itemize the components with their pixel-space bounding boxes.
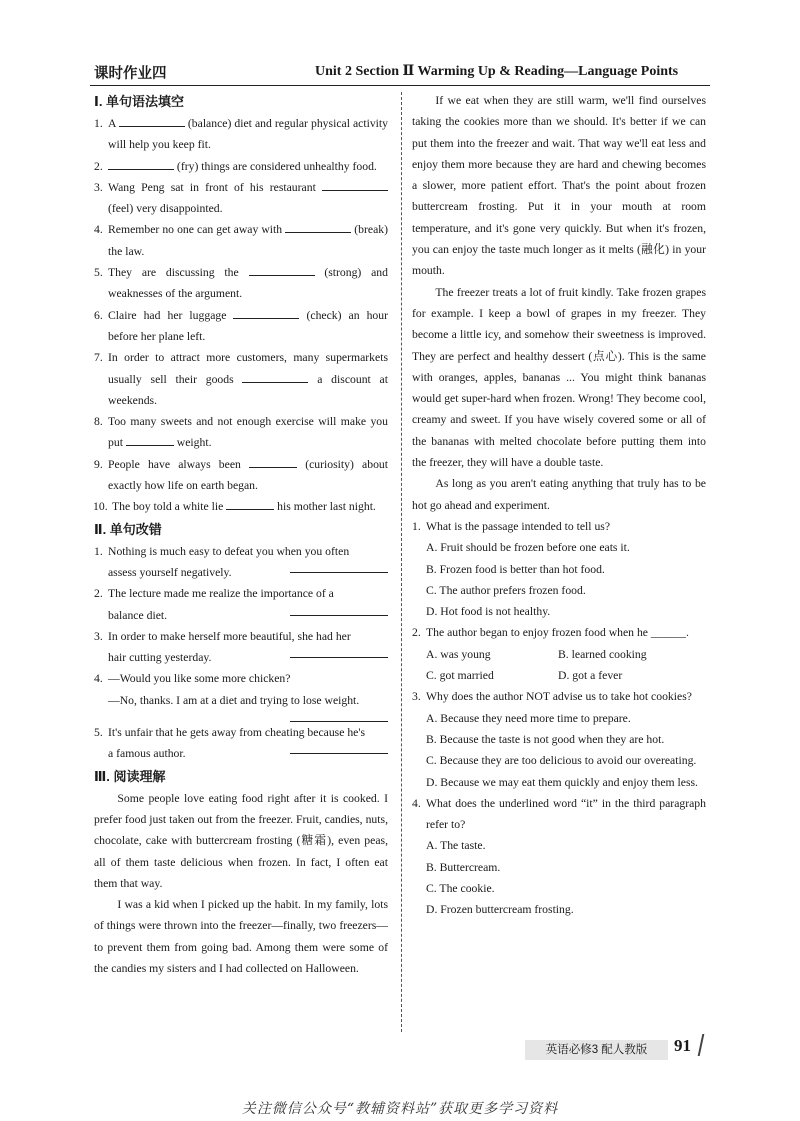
item-text: People have always been xyxy=(108,457,241,471)
item-text: (fry) things are considered unhealthy food. xyxy=(176,159,377,173)
correction-item xyxy=(94,668,388,722)
item-text: In order to make herself more beautiful, she had her xyxy=(108,629,351,643)
option[interactable]: A. was young xyxy=(426,647,491,661)
item-text: (break) the law. xyxy=(108,223,388,258)
option[interactable]: D. Because we may eat them quickly and enjoy them less. xyxy=(426,775,698,789)
item-text: assess yourself negatively. xyxy=(108,565,232,579)
section-correction-title: Ⅱ. 单句改错 xyxy=(94,521,162,537)
footer-slash-mark xyxy=(698,1034,705,1056)
column-divider xyxy=(401,92,402,1032)
item-number: 7. xyxy=(94,351,103,365)
grammar-item xyxy=(94,305,388,348)
answer-blank[interactable] xyxy=(249,454,297,468)
answer-line[interactable] xyxy=(290,711,388,722)
item-text: Wang Peng sat in front of his restaurant xyxy=(108,180,316,194)
question-stem: What is the passage intended to tell us? xyxy=(426,519,611,533)
question-number: 3. xyxy=(412,690,421,704)
grammar-item xyxy=(94,454,388,497)
passage-paragraph: The freezer treats a lot of fruit kindly. Take frozen grapes for example. I keep a bowl of grapes in my freezer. They become a little icy, and somehow their sweetness is improved. They are perfect and healthy dessert (点心). This is the same with oranges, apples, bananas ... You might think bananas would get super-hard when frozen. Wrong! They become cool, creamy and sweet. If you have wisely covered some or all of the bananas with melted chocolate before putting them into the freezer, they will have a double taste. xyxy=(412,285,706,470)
item-text: (curiosity) about exactly how life on earth began. xyxy=(108,457,389,493)
header-unit-title: Unit 2 Section Ⅱ Warming Up & Reading—Language Points xyxy=(315,64,679,79)
section-reading-title: Ⅲ. 阅读理解 xyxy=(94,768,166,784)
correction-item xyxy=(94,626,388,669)
option[interactable]: B. Frozen food is better than hot food. xyxy=(426,562,605,576)
header-rule xyxy=(90,85,710,86)
question-stem: What does the underlined word “it” in the third paragraph refer to? xyxy=(426,796,706,832)
option[interactable]: D. Hot food is not healthy. xyxy=(426,605,551,619)
item-text: Too many sweets and not enough exercise will make you put xyxy=(108,415,388,450)
question-number: 1. xyxy=(412,519,421,533)
grammar-item xyxy=(94,177,388,220)
item-number: 5. xyxy=(94,726,103,740)
option[interactable]: A. Fruit should be frozen before one eats it. xyxy=(426,541,630,555)
item-text: (check) an hour before her plane left. xyxy=(108,308,389,343)
option[interactable]: B. Because the taste is not good when they are hot. xyxy=(426,732,665,746)
right-column xyxy=(412,90,706,921)
item-number: 3. xyxy=(94,629,103,643)
question-stem: The author began to enjoy frozen food when he ______. xyxy=(426,626,689,640)
item-number: 2. xyxy=(94,587,103,601)
question-number: 2. xyxy=(412,626,421,640)
left-column xyxy=(94,90,388,979)
answer-line[interactable] xyxy=(290,562,388,573)
item-text: hair cutting yesterday. xyxy=(108,651,212,665)
answer-blank[interactable] xyxy=(249,262,315,276)
item-text: It's unfair that he gets away from cheating because he's xyxy=(108,726,366,740)
answer-blank[interactable] xyxy=(233,305,299,319)
answer-line[interactable] xyxy=(290,743,388,754)
item-text: In order to attract more customers, many supermarkets usually sell their goods xyxy=(108,351,388,386)
item-text: weight. xyxy=(176,436,212,450)
question xyxy=(412,686,706,707)
item-number: 4. xyxy=(94,672,103,686)
item-number: 9. xyxy=(94,457,103,471)
item-text: a discount at weekends. xyxy=(108,372,388,407)
grammar-item xyxy=(94,496,388,517)
passage-paragraph: As long as you aren't eating anything that truly has to be hot go ahead and experiment. xyxy=(412,477,706,512)
item-text: (feel) very disappointed. xyxy=(108,202,223,216)
option[interactable]: C. The author prefers frozen food. xyxy=(426,583,586,597)
option[interactable]: A. The taste. xyxy=(426,839,486,853)
grammar-item xyxy=(94,113,388,156)
item-text: —No, thanks. I am at a diet and trying to lose weight. xyxy=(108,693,360,707)
item-number: 3. xyxy=(94,180,103,194)
item-text: They are discussing the xyxy=(108,266,239,280)
option[interactable]: C. Because they are too delicious to avoid our overeating. xyxy=(426,754,697,768)
item-number: 5. xyxy=(94,266,103,280)
item-text: balance diet. xyxy=(108,608,168,622)
item-text: Nothing is much easy to defeat you when you often xyxy=(108,544,350,558)
passage-paragraph: If we eat when they are still warm, we'll find ourselves taking the cookies more than we should. It's better if we can put them into the freezer and wait. That way we'll eat less and enjoy them more because they are hard and chewing becomes a slower, more patient effort. That's the point about frozen buttercream frosting. Put it in your mouth at room temperature, and it's gone very quickly. But when it's frozen, you can enjoy the taste much longer as it melts (融化) in your mouth. xyxy=(412,94,706,278)
grammar-item xyxy=(94,156,388,177)
item-number: 6. xyxy=(94,308,103,322)
item-text: Remember no one can get away with xyxy=(108,223,283,237)
header-lesson-label: 课时作业四 xyxy=(94,66,167,82)
grammar-item xyxy=(94,411,388,454)
answer-blank[interactable] xyxy=(242,369,308,383)
correction-item xyxy=(94,583,388,626)
page-number: 91 xyxy=(674,1036,691,1055)
item-text: —Would you like some more chicken? xyxy=(108,672,291,686)
passage-paragraph: Some people love eating food right after it is cooked. I prefer food just taken out from the freezer. Fruit, candies, nuts, chocolate, cake with buttercream frosting (糖霜), even peas, all of them taste delicious when frozen. In fact, I often eat them that way. xyxy=(94,791,388,890)
section-grammar-title: Ⅰ. 单句语法填空 xyxy=(94,94,185,109)
item-text: (balance) diet and regular physical activity will help you keep fit. xyxy=(108,117,389,152)
answer-line[interactable] xyxy=(290,647,388,658)
correction-item xyxy=(94,722,388,765)
item-number: 10. xyxy=(93,500,108,514)
option[interactable]: B. Buttercream. xyxy=(426,860,501,874)
answer-blank[interactable] xyxy=(119,113,185,127)
option[interactable]: C. The cookie. xyxy=(426,881,495,895)
item-text: his mother last night. xyxy=(277,500,376,514)
question xyxy=(412,622,706,643)
item-text: The boy told a white lie xyxy=(112,500,224,514)
option[interactable]: C. got married xyxy=(426,669,494,683)
item-number: 1. xyxy=(94,117,103,130)
item-number: 8. xyxy=(94,415,103,429)
answer-blank[interactable] xyxy=(285,219,351,233)
option[interactable]: D. Frozen buttercream frosting. xyxy=(426,903,574,917)
option[interactable]: D. got a fever xyxy=(558,669,623,683)
item-text: The lecture made me realize the importance of a xyxy=(108,587,334,601)
item-number: 1. xyxy=(94,544,103,558)
answer-line[interactable] xyxy=(290,605,388,616)
item-number: 4. xyxy=(94,223,103,237)
bottom-promo-note: 关注微信公众号“教辅资料站”获取更多学习资料 xyxy=(241,1101,559,1117)
item-text: a famous author. xyxy=(108,747,186,761)
grammar-item xyxy=(94,262,388,305)
item-number: 2. xyxy=(94,159,103,173)
grammar-item xyxy=(94,347,388,411)
passage-paragraph: I was a kid when I picked up the habit. In my family, lots of things were thrown into the freezer—finally, two freezers—to prevent them from going bad. Among them were some of the candies my sisters and I had collected on Halloween. xyxy=(94,898,388,975)
footer-book-title: 英语必修3 配人教版 xyxy=(525,1040,668,1060)
answer-blank[interactable] xyxy=(322,177,388,191)
item-text: Claire had her luggage xyxy=(108,308,227,322)
item-text: A xyxy=(108,117,116,130)
question-number: 4. xyxy=(412,796,421,810)
option[interactable]: B. learned cooking xyxy=(558,647,647,661)
answer-blank[interactable] xyxy=(126,432,174,446)
answer-blank[interactable] xyxy=(108,156,174,170)
question xyxy=(412,516,706,537)
item-text: (strong) and weaknesses of the argument. xyxy=(108,266,388,301)
answer-blank[interactable] xyxy=(226,496,274,510)
option[interactable]: A. Because they need more time to prepare. xyxy=(426,711,631,725)
question xyxy=(412,793,706,836)
correction-item xyxy=(94,541,388,584)
grammar-item xyxy=(94,219,388,262)
question-stem: Why does the author NOT advise us to take hot cookies? xyxy=(426,690,692,704)
